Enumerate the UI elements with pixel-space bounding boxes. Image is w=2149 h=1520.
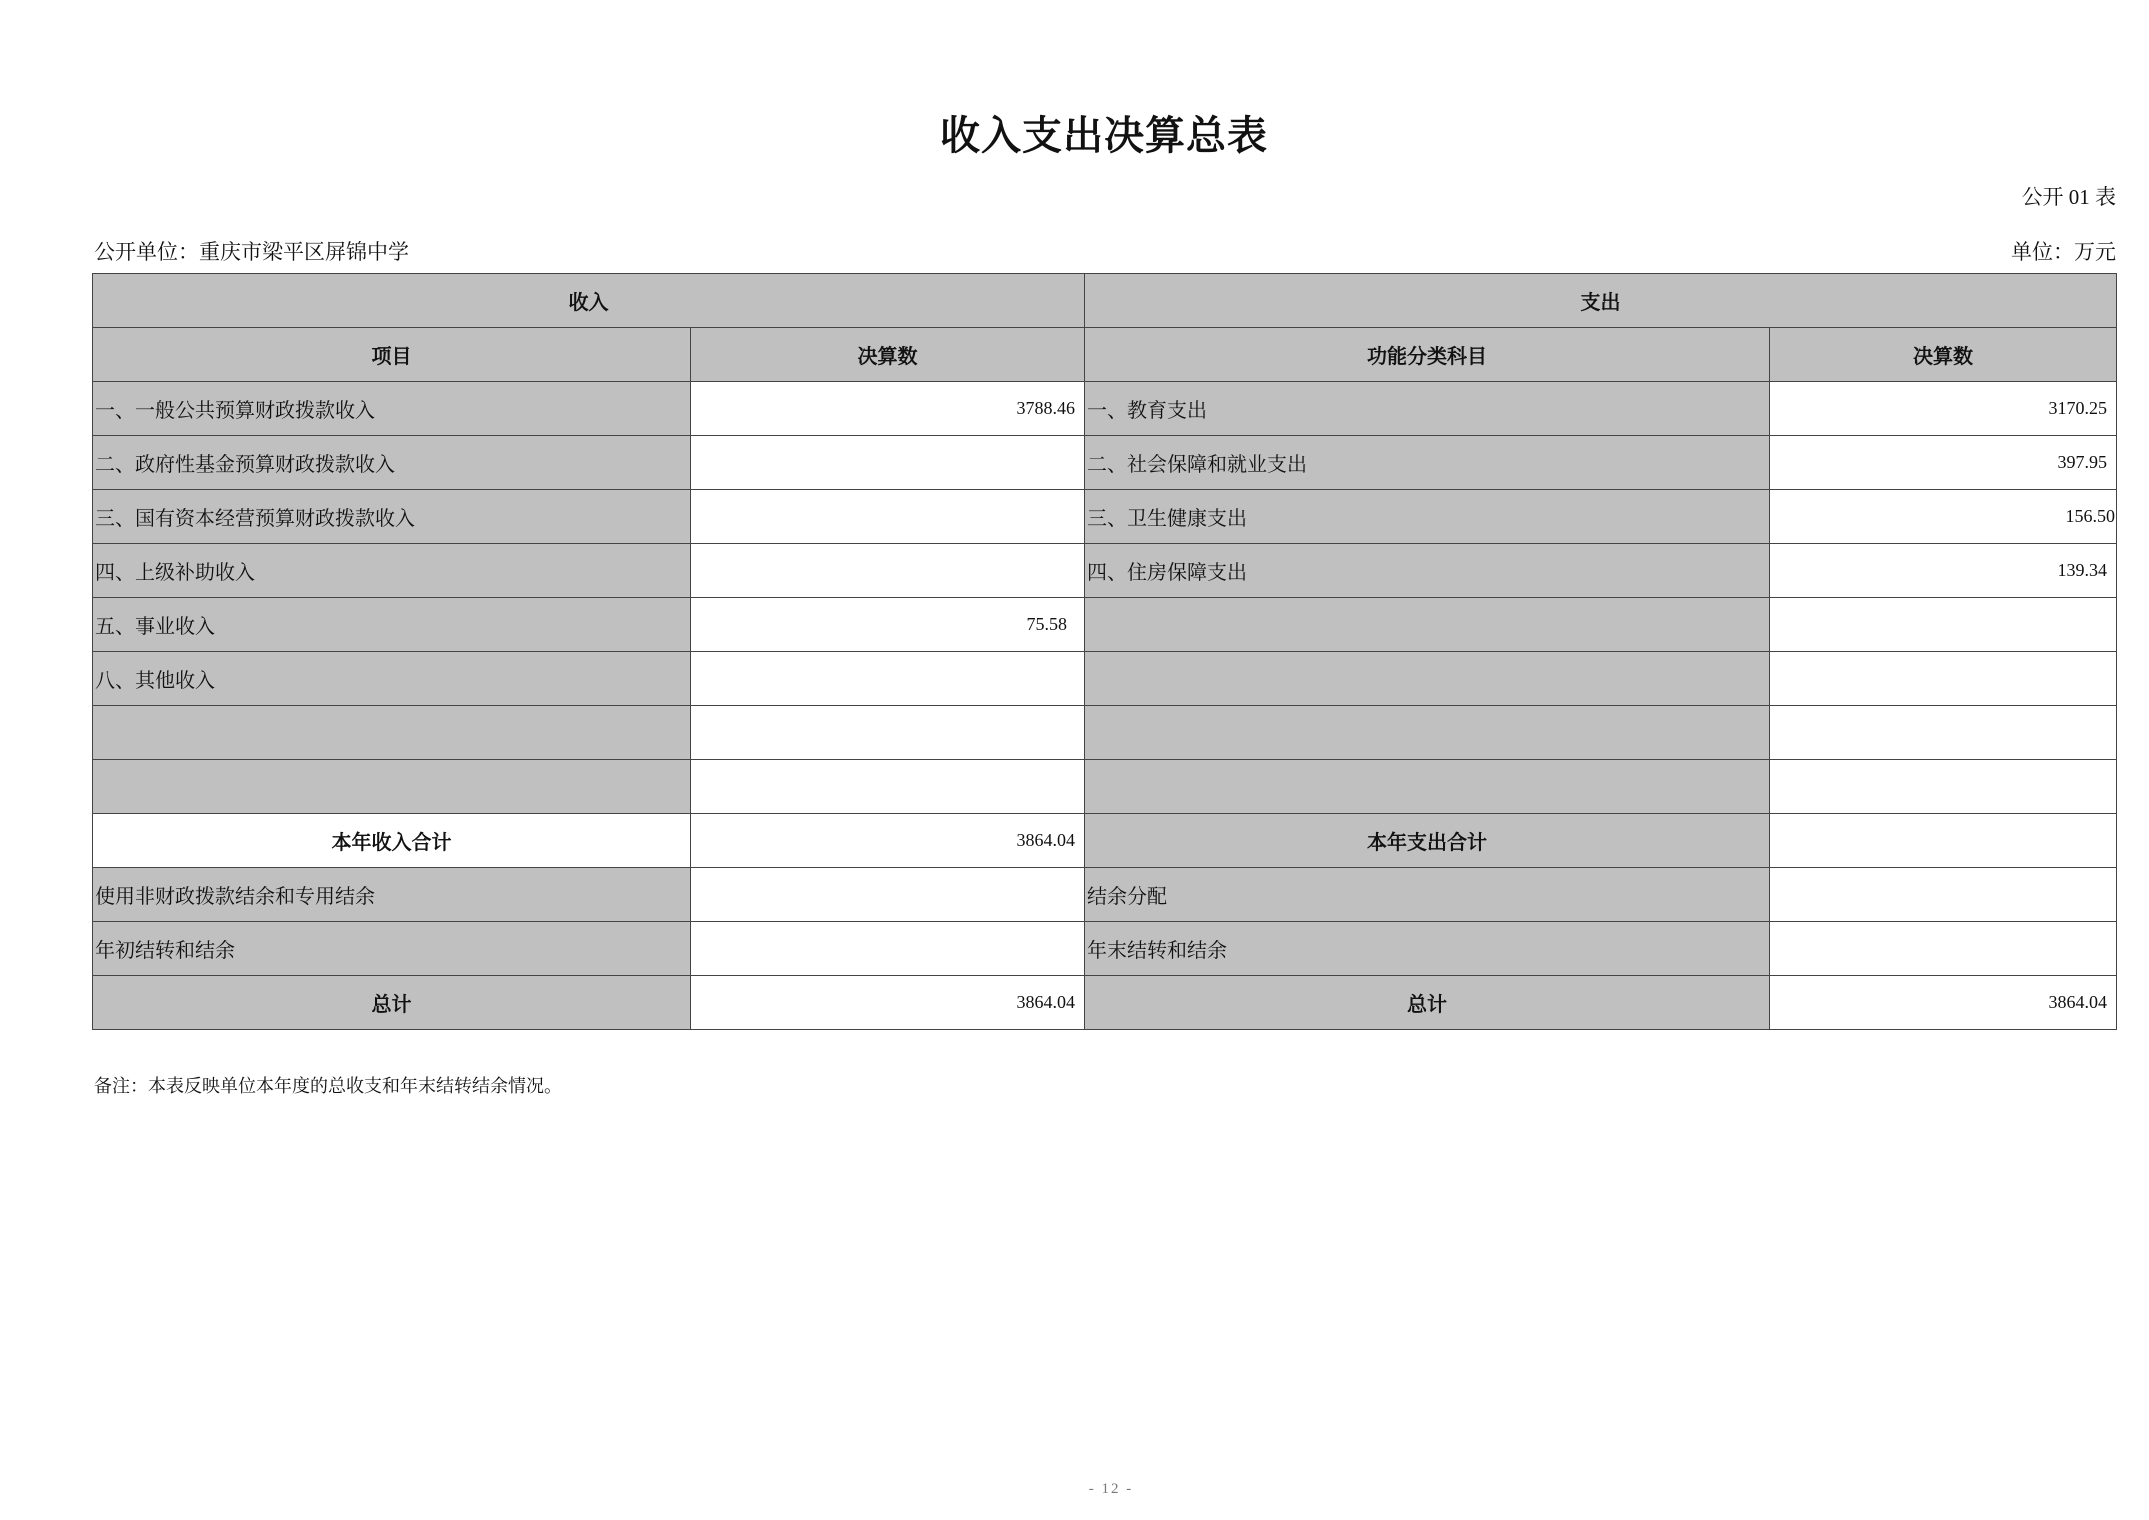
expense-value	[1770, 760, 2117, 814]
expense-label: 结余分配	[1085, 868, 1770, 922]
table-note: 备注：本表反映单位本年度的总收支和年末结转结余情况。	[94, 1076, 562, 1096]
income-value	[691, 760, 1085, 814]
table-row	[93, 868, 2117, 922]
income-label: 三、国有资本经营预算财政拨款收入	[93, 490, 691, 544]
expense-label	[1085, 652, 1770, 706]
subtotal-row	[93, 814, 2117, 868]
expense-label: 四、住房保障支出	[1085, 544, 1770, 598]
income-expense-table	[92, 273, 2117, 1030]
reporting-unit: 公开单位：重庆市梁平区屏锦中学	[94, 240, 409, 264]
expense-label	[1085, 706, 1770, 760]
income-value	[691, 706, 1085, 760]
income-label: 五、事业收入	[93, 598, 691, 652]
income-label: 八、其他收入	[93, 652, 691, 706]
expense-label: 年末结转和结余	[1085, 922, 1770, 976]
income-value: 3788.46	[691, 382, 1085, 436]
income-label: 年初结转和结余	[93, 922, 691, 976]
table-row	[93, 652, 2117, 706]
expense-label: 一、教育支出	[1085, 382, 1770, 436]
income-label	[93, 706, 691, 760]
table-row	[93, 436, 2117, 490]
expense-value	[1770, 706, 2117, 760]
income-value	[691, 652, 1085, 706]
income-total-value: 3864.04	[691, 976, 1085, 1030]
column-header-income-amount: 决算数	[691, 328, 1085, 382]
table-row	[93, 490, 2117, 544]
table-section-header-row	[93, 274, 2117, 328]
income-subtotal-value: 3864.04	[691, 814, 1085, 868]
expense-value: 3170.25	[1770, 382, 2117, 436]
expense-total-value: 3864.04	[1770, 976, 2117, 1030]
income-value	[691, 544, 1085, 598]
expense-value	[1770, 868, 2117, 922]
page-title: 收入支出决算总表	[940, 113, 1268, 159]
table-row	[93, 382, 2117, 436]
table-row	[93, 598, 2117, 652]
expense-subtotal-label: 本年支出合计	[1085, 814, 1770, 868]
income-total-label: 总计	[93, 976, 691, 1030]
income-value: 75.58	[691, 598, 1085, 652]
table-column-header-row	[93, 328, 2117, 382]
income-subtotal-label: 本年收入合计	[93, 814, 691, 868]
income-label: 四、上级补助收入	[93, 544, 691, 598]
income-label: 二、政府性基金预算财政拨款收入	[93, 436, 691, 490]
expense-value: 156.50	[1770, 490, 2117, 544]
expense-total-label: 总计	[1085, 976, 1770, 1030]
income-label: 使用非财政拨款结余和专用结余	[93, 868, 691, 922]
table-row	[93, 760, 2117, 814]
expense-value: 139.34	[1770, 544, 2117, 598]
expense-label	[1085, 760, 1770, 814]
expense-value: 397.95	[1770, 436, 2117, 490]
expense-label	[1085, 598, 1770, 652]
income-value	[691, 868, 1085, 922]
expense-label: 三、卫生健康支出	[1085, 490, 1770, 544]
income-value	[691, 436, 1085, 490]
income-section-header: 收入	[93, 274, 1085, 328]
expense-subtotal-value	[1770, 814, 2117, 868]
income-value	[691, 922, 1085, 976]
table-row	[93, 922, 2117, 976]
expense-section-header: 支出	[1085, 274, 2117, 328]
expense-value	[1770, 652, 2117, 706]
table-row	[93, 544, 2117, 598]
currency-unit: 单位：万元	[2011, 240, 2116, 264]
column-header-function-category: 功能分类科目	[1085, 328, 1770, 382]
column-header-expense-amount: 决算数	[1770, 328, 2117, 382]
expense-value	[1770, 922, 2117, 976]
expense-label: 二、社会保障和就业支出	[1085, 436, 1770, 490]
form-number: 公开 01 表	[2021, 185, 2116, 209]
grand-total-row	[93, 976, 2117, 1030]
table-row	[93, 706, 2117, 760]
income-label: 一、一般公共预算财政拨款收入	[93, 382, 691, 436]
income-value	[691, 490, 1085, 544]
income-label	[93, 760, 691, 814]
expense-value	[1770, 598, 2117, 652]
page-number: - 12 -	[1088, 1481, 1134, 1497]
column-header-item: 项目	[93, 328, 691, 382]
